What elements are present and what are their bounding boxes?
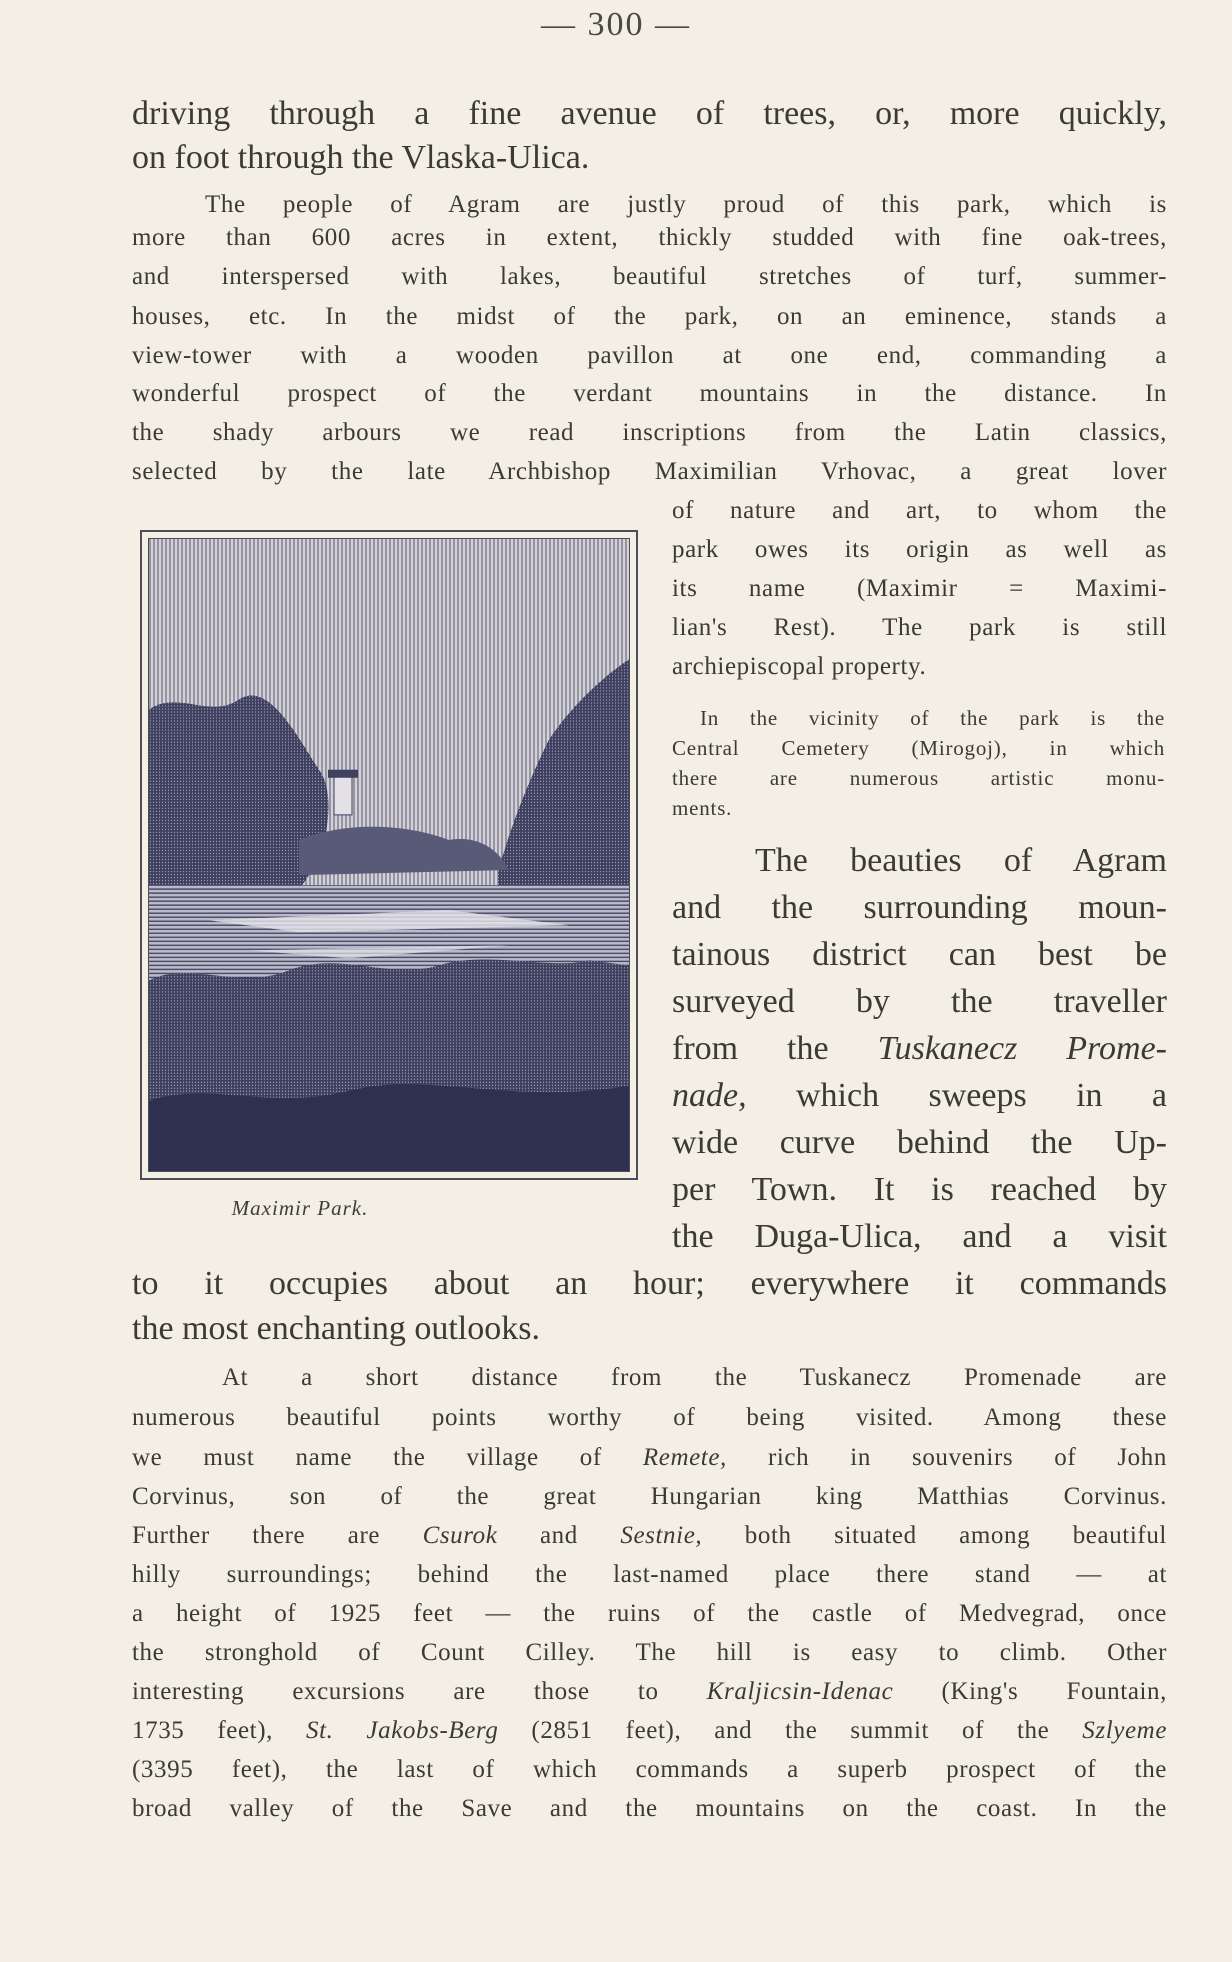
text-fragment: and [539, 1522, 578, 1549]
text-line: At a short distance from the Tuskanecz Promenade are [222, 1364, 1167, 1391]
text-line: broad valley of the Save and the mountains on the coast. In the [132, 1795, 1167, 1822]
text-line: on foot through the Vlaska-Ulica. [132, 139, 590, 176]
text-line: numerous beautiful points worthy of being visited. Among these [132, 1404, 1167, 1431]
text-line: surveyed by the traveller [672, 983, 1167, 1020]
text-line: the Duga-Ulica, and a visit [672, 1218, 1167, 1255]
text-line: of nature and art, to whom the [672, 497, 1167, 524]
text-line: In the vicinity of the park is the [700, 706, 1165, 730]
text-line: The beauties of Agram [755, 842, 1167, 879]
figure-caption: Maximir Park. [231, 1196, 369, 1220]
text-line [132, 1441, 1167, 1475]
text-line: lian's Rest). The park is still [672, 614, 1167, 641]
text-line: per Town. It is reached by [672, 1171, 1167, 1208]
place-name: Szlyeme [1082, 1717, 1168, 1744]
text-line: to it occupies about an hour; everywhere it commands [132, 1265, 1167, 1302]
text-fragment: which sweeps in a [796, 1077, 1168, 1114]
place-name: nade, [672, 1077, 747, 1114]
text-line: its name (Maximir = Maximi- [672, 575, 1167, 602]
text-fragment: we must name the village of [132, 1444, 602, 1471]
text-line: (3395 feet), the last of which commands a superb prospect of the [132, 1756, 1167, 1783]
park-engraving-illustration [149, 539, 629, 1171]
text-line: selected by the late Archbishop Maximilian Vrhovac, a great lover [132, 458, 1167, 485]
text-line: more than 600 acres in extent, thickly studded with fine oak-trees, [132, 224, 1167, 251]
text-line: houses, etc. In the midst of the park, on an eminence, stands a [132, 303, 1167, 330]
text-line: The people of Agram are justly proud of this park, which is [205, 191, 1167, 218]
place-name: Tuskanecz Prome- [877, 1030, 1167, 1067]
text-fragment: Further there are [132, 1522, 381, 1549]
text-line: there are numerous artistic monu- [672, 766, 1165, 790]
text-line: wide curve behind the Up- [672, 1124, 1167, 1161]
text-fragment: from the [672, 1030, 829, 1067]
place-name: Csurok [422, 1522, 498, 1549]
place-name: Kraljicsin-Idenac [706, 1678, 894, 1705]
text-fragment: (King's Fountain, [941, 1678, 1168, 1705]
text-line: the stronghold of Count Cilley. The hill is easy to climb. Other [132, 1639, 1167, 1666]
text-line: Central Cemetery (Mirogoj), in which [672, 736, 1165, 760]
text-line [132, 1714, 1167, 1748]
text-line: view-tower with a wooden pavillon at one end, commanding a [132, 342, 1167, 369]
text-fragment: both situated among beautiful [744, 1522, 1167, 1549]
text-line: ments. [672, 796, 733, 820]
place-name: Sestnie, [620, 1522, 703, 1549]
text-line [132, 1675, 1167, 1709]
text-line: and the surrounding moun- [672, 889, 1167, 926]
text-line: the shady arbours we read inscriptions from the Latin classics, [132, 419, 1167, 446]
text-line: wonderful prospect of the verdant mountains in the distance. In [132, 380, 1167, 407]
place-name: St. Jakobs-Berg [305, 1717, 499, 1744]
text-fragment: interesting excursions are those to [132, 1678, 659, 1705]
text-line [672, 1074, 1167, 1118]
text-fragment: (2851 feet), and the summit of the [531, 1717, 1050, 1744]
text-line: hilly surroundings; behind the last-named place there stand — at [132, 1561, 1167, 1588]
text-line: archiepiscopal property. [672, 653, 927, 680]
place-name: Remete, [642, 1444, 727, 1471]
page-number: — 300 — [541, 6, 691, 43]
park-engraving [148, 538, 630, 1172]
engraving-figure [140, 530, 638, 1180]
text-line [672, 1027, 1167, 1071]
text-line: and interspersed with lakes, beautiful stretches of turf, summer- [132, 263, 1167, 290]
text-line: Corvinus, son of the great Hungarian king Matthias Corvinus. [132, 1483, 1167, 1510]
text-line: park owes its origin as well as [672, 536, 1167, 563]
text-line: the most enchanting outlooks. [132, 1310, 540, 1347]
text-line: driving through a fine avenue of trees, or, more quickly, [132, 95, 1167, 132]
text-line: a height of 1925 feet — the ruins of the castle of Medvegrad, once [132, 1600, 1167, 1627]
text-fragment: rich in souvenirs of John [767, 1444, 1167, 1471]
text-line: tainous district can best be [672, 936, 1167, 973]
text-line [132, 1519, 1167, 1553]
text-fragment: 1735 feet), [132, 1717, 273, 1744]
